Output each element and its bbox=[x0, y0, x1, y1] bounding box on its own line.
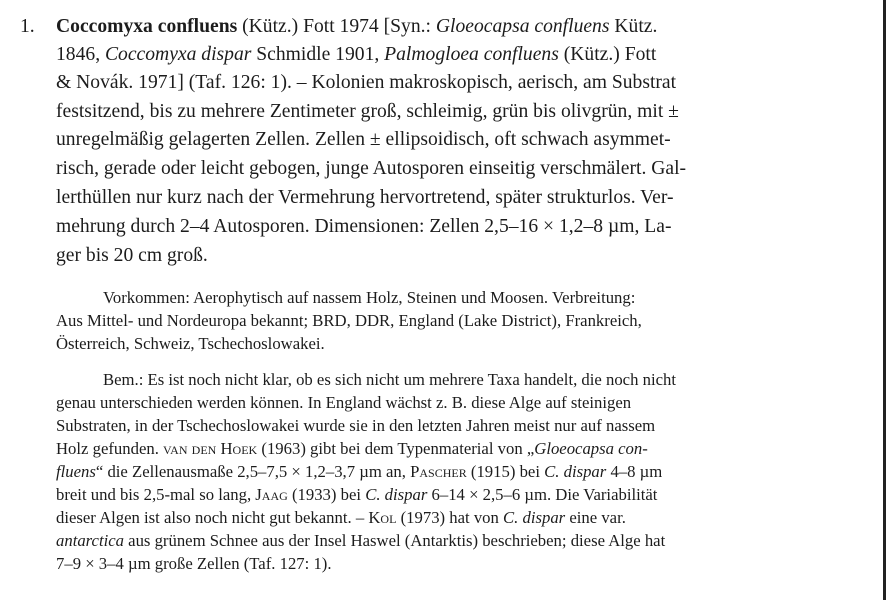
bemerkung-line bbox=[56, 531, 864, 551]
text-run: “ die Zellenausmaße 2,5–7,5 × 1,2–3,7 µm an, bbox=[95, 462, 411, 481]
text-run: (1973) hat von bbox=[396, 508, 504, 527]
text-run: eine var. bbox=[565, 508, 626, 527]
bemerkung-line bbox=[56, 508, 864, 528]
italic-run: C. dispar bbox=[365, 485, 428, 504]
italic-run: Gloeocapsa confluens bbox=[435, 16, 610, 37]
bemerkung-line bbox=[56, 462, 864, 482]
text-run: mehrung durch 2–4 Autosporen. Dimensionen: Zellen 2,5–16 × 1,2–8 µm, La- bbox=[56, 216, 672, 237]
italic-run: Palmogloea confluens bbox=[384, 44, 559, 65]
bold-run: Coccomyxa confluens bbox=[56, 16, 238, 37]
text-run: Vorkommen: Aerophytisch auf nassem Holz, Steinen und Moosen. Verbreitung: bbox=[103, 288, 636, 307]
text-run: Holz gefunden. bbox=[56, 439, 164, 458]
text-run: (Kütz.) Fott 1974 [Syn.: bbox=[237, 16, 436, 37]
bemerkung-line bbox=[56, 439, 864, 459]
italic-run: C. dispar bbox=[503, 508, 566, 527]
bemerkung-line bbox=[56, 485, 864, 505]
smallcaps-run: Kol bbox=[368, 508, 397, 527]
bemerkung-line bbox=[56, 416, 864, 436]
description-line bbox=[56, 186, 861, 210]
text-run: breit und bis 2,5-mal so lang, bbox=[56, 485, 256, 504]
text-run: festsitzend, bis zu mehrere Zentimeter groß, schleimig, grün bis olivgrün, mit ± bbox=[56, 101, 679, 122]
italic-run: antarctica bbox=[56, 531, 124, 550]
italic-run: Coccomyxa dispar bbox=[104, 44, 252, 65]
bemerkung-line bbox=[56, 393, 864, 413]
text-run: 4–8 µm bbox=[606, 462, 663, 481]
text-run: Kütz. bbox=[609, 16, 658, 37]
text-run: Österreich, Schweiz, Tschechoslowakei. bbox=[56, 334, 325, 353]
text-run: Schmidle 1901, bbox=[251, 44, 385, 65]
text-run: aus grünem Schnee aus der Insel Haswel (Antarktis) beschrieben; diese Alge hat bbox=[123, 531, 666, 550]
text-run: risch, gerade oder leicht gebogen, junge Autosporen einseitig verschmälert. Gal- bbox=[56, 158, 687, 179]
description-line bbox=[56, 215, 862, 239]
smallcaps-run: Pascher bbox=[410, 462, 467, 481]
description-line bbox=[56, 43, 884, 67]
text-run: Aus Mittel- und Nordeuropa bekannt; BRD, DDR, England (Lake District), Frankreich, bbox=[56, 311, 642, 330]
description-line bbox=[56, 15, 884, 39]
bemerkung-line bbox=[103, 370, 864, 390]
italic-run: C. dispar bbox=[544, 462, 607, 481]
italic-run: Gloeocapsa con- bbox=[534, 439, 648, 458]
text-run: (1963) gibt bei dem Typenmaterial von „ bbox=[257, 439, 535, 458]
entry-number: 1. bbox=[20, 16, 35, 37]
text-run: unregelmäßig gelagerten Zellen. Zellen ± ellipsoidisch, oft schwach asymmet- bbox=[56, 129, 671, 150]
smallcaps-run: Jaag bbox=[255, 485, 288, 504]
vorkommen-line bbox=[56, 311, 864, 331]
vorkommen-line bbox=[103, 288, 864, 308]
description-line bbox=[56, 157, 861, 181]
text-run: 6–14 × 2,5–6 µm. Die Variabilität bbox=[427, 485, 658, 504]
text-run: Substraten, in der Tschechoslowakei wurde sie in den letzten Jahren meist nur auf nassem bbox=[56, 416, 656, 435]
description-line bbox=[56, 100, 866, 124]
text-run: (1933) bei bbox=[287, 485, 366, 504]
description-line bbox=[56, 244, 208, 268]
italic-run: fluens bbox=[56, 462, 96, 481]
text-run: lerthüllen nur kurz nach der Vermehrung hervortretend, später strukturlos. Ver- bbox=[56, 187, 674, 208]
text-run: 1846, bbox=[56, 44, 105, 65]
text-run: & Novák. 1971] (Taf. 126: 1). – Kolonien makroskopisch, aerisch, am Substrat bbox=[56, 72, 677, 93]
text-run: ger bis 20 cm groß. bbox=[56, 245, 208, 266]
bemerkung-line bbox=[56, 554, 332, 574]
description-line bbox=[56, 71, 884, 95]
smallcaps-run: van den Hoek bbox=[163, 439, 258, 458]
vorkommen-line bbox=[56, 334, 325, 354]
text-run: dieser Algen ist also noch nicht gut bekannt. – bbox=[56, 508, 369, 527]
text-run: genau unterschieden werden können. In England wächst z. B. diese Alge auf steinigen bbox=[56, 393, 632, 412]
text-run: 7–9 × 3–4 µm große Zellen (Taf. 127: 1). bbox=[56, 554, 332, 573]
description-line bbox=[56, 128, 867, 152]
text-run: (Kütz.) Fott bbox=[558, 44, 657, 65]
text-run: (1915) bei bbox=[466, 462, 545, 481]
text-run: Bem.: Es ist noch nicht klar, ob es sich nicht um mehrere Taxa handelt, die noch nicht bbox=[103, 370, 676, 389]
